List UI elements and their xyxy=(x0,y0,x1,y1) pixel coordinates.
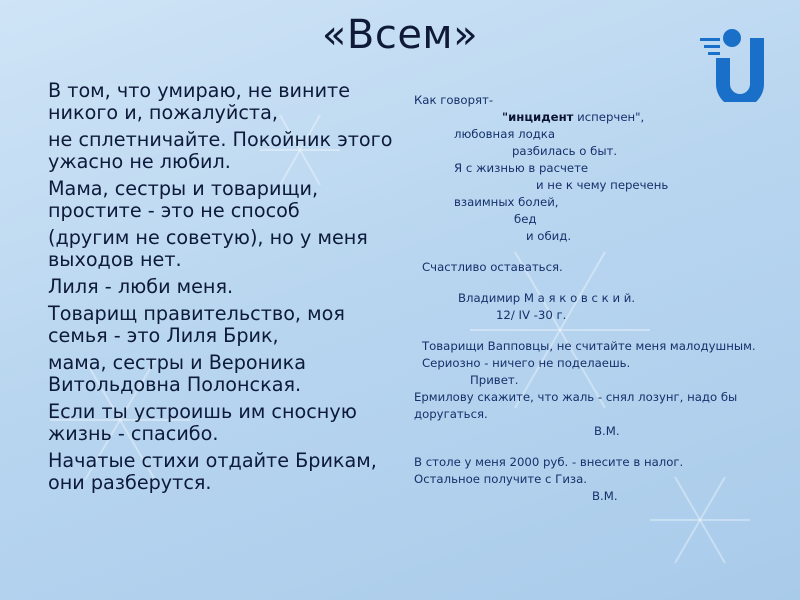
left-paragraph: Если ты устроишь им сносную жизнь - спасибо. xyxy=(48,400,357,445)
left-paragraph: В том, что умираю, не вините никого и, пожалуйста, xyxy=(48,79,351,124)
note-line: Привет. xyxy=(470,373,519,387)
note-text-left xyxy=(48,80,393,499)
initials-line: В.М. xyxy=(592,489,618,503)
left-paragraph: мама, сестры и Вероника Витольдовна Полонская. xyxy=(48,351,306,396)
poem-line: и обид. xyxy=(526,229,572,243)
poem-line xyxy=(414,109,774,126)
left-paragraph: Мама, сестры и товарищи, простите - это не способ xyxy=(48,177,319,222)
poem-line: Счастливо оставаться. xyxy=(422,260,563,274)
signature-line: Владимир М а я к о в с к и й. xyxy=(458,291,636,305)
left-paragraph: (другим не советую), но у меня выходов нет. xyxy=(48,226,368,271)
left-paragraph: Начатые стихи отдайте Брикам, они разберутся. xyxy=(48,449,377,494)
poem-line: и не к чему перечень xyxy=(536,178,669,192)
date-line: 12/ IV -30 г. xyxy=(496,308,567,322)
poem-line: бед xyxy=(514,212,537,226)
poem-line: взаимных болей, xyxy=(454,195,559,209)
left-paragraph: не сплетничайте. Покойник этого ужасно не любил. xyxy=(48,128,393,173)
note-line: Ермилову скажите, что жаль - снял лозунг, надо бы доругаться. xyxy=(414,390,738,421)
poem-line: любовная лодка xyxy=(454,127,556,141)
note-line: Остальное получите с Гиза. xyxy=(414,472,588,486)
slide-title: «Всем» xyxy=(321,12,479,58)
poem-line: Как говорят- xyxy=(414,93,494,107)
initials-line: В.М. xyxy=(594,424,620,438)
university-logo-icon xyxy=(696,18,784,102)
note-line: В столе у меня 2000 руб. - внесите в налог. xyxy=(414,455,684,469)
poem-line: разбилась о быт. xyxy=(512,144,618,158)
poem-text-right xyxy=(414,92,774,505)
left-paragraph: Лиля - люби меня. xyxy=(48,275,234,298)
poem-line: Я с жизнью в расчете xyxy=(454,161,589,175)
left-paragraph: Товарищ правительство, моя семья - это Лиля Брик, xyxy=(48,302,345,347)
note-line: Сериозно - ничего не поделаешь. xyxy=(422,356,631,370)
note-line: Товарищи Вапповцы, не считайте меня малодушным. xyxy=(422,339,756,353)
poem-line-rest: исперчен", xyxy=(573,110,645,124)
poem-bold-word: "инцидент xyxy=(502,110,574,124)
